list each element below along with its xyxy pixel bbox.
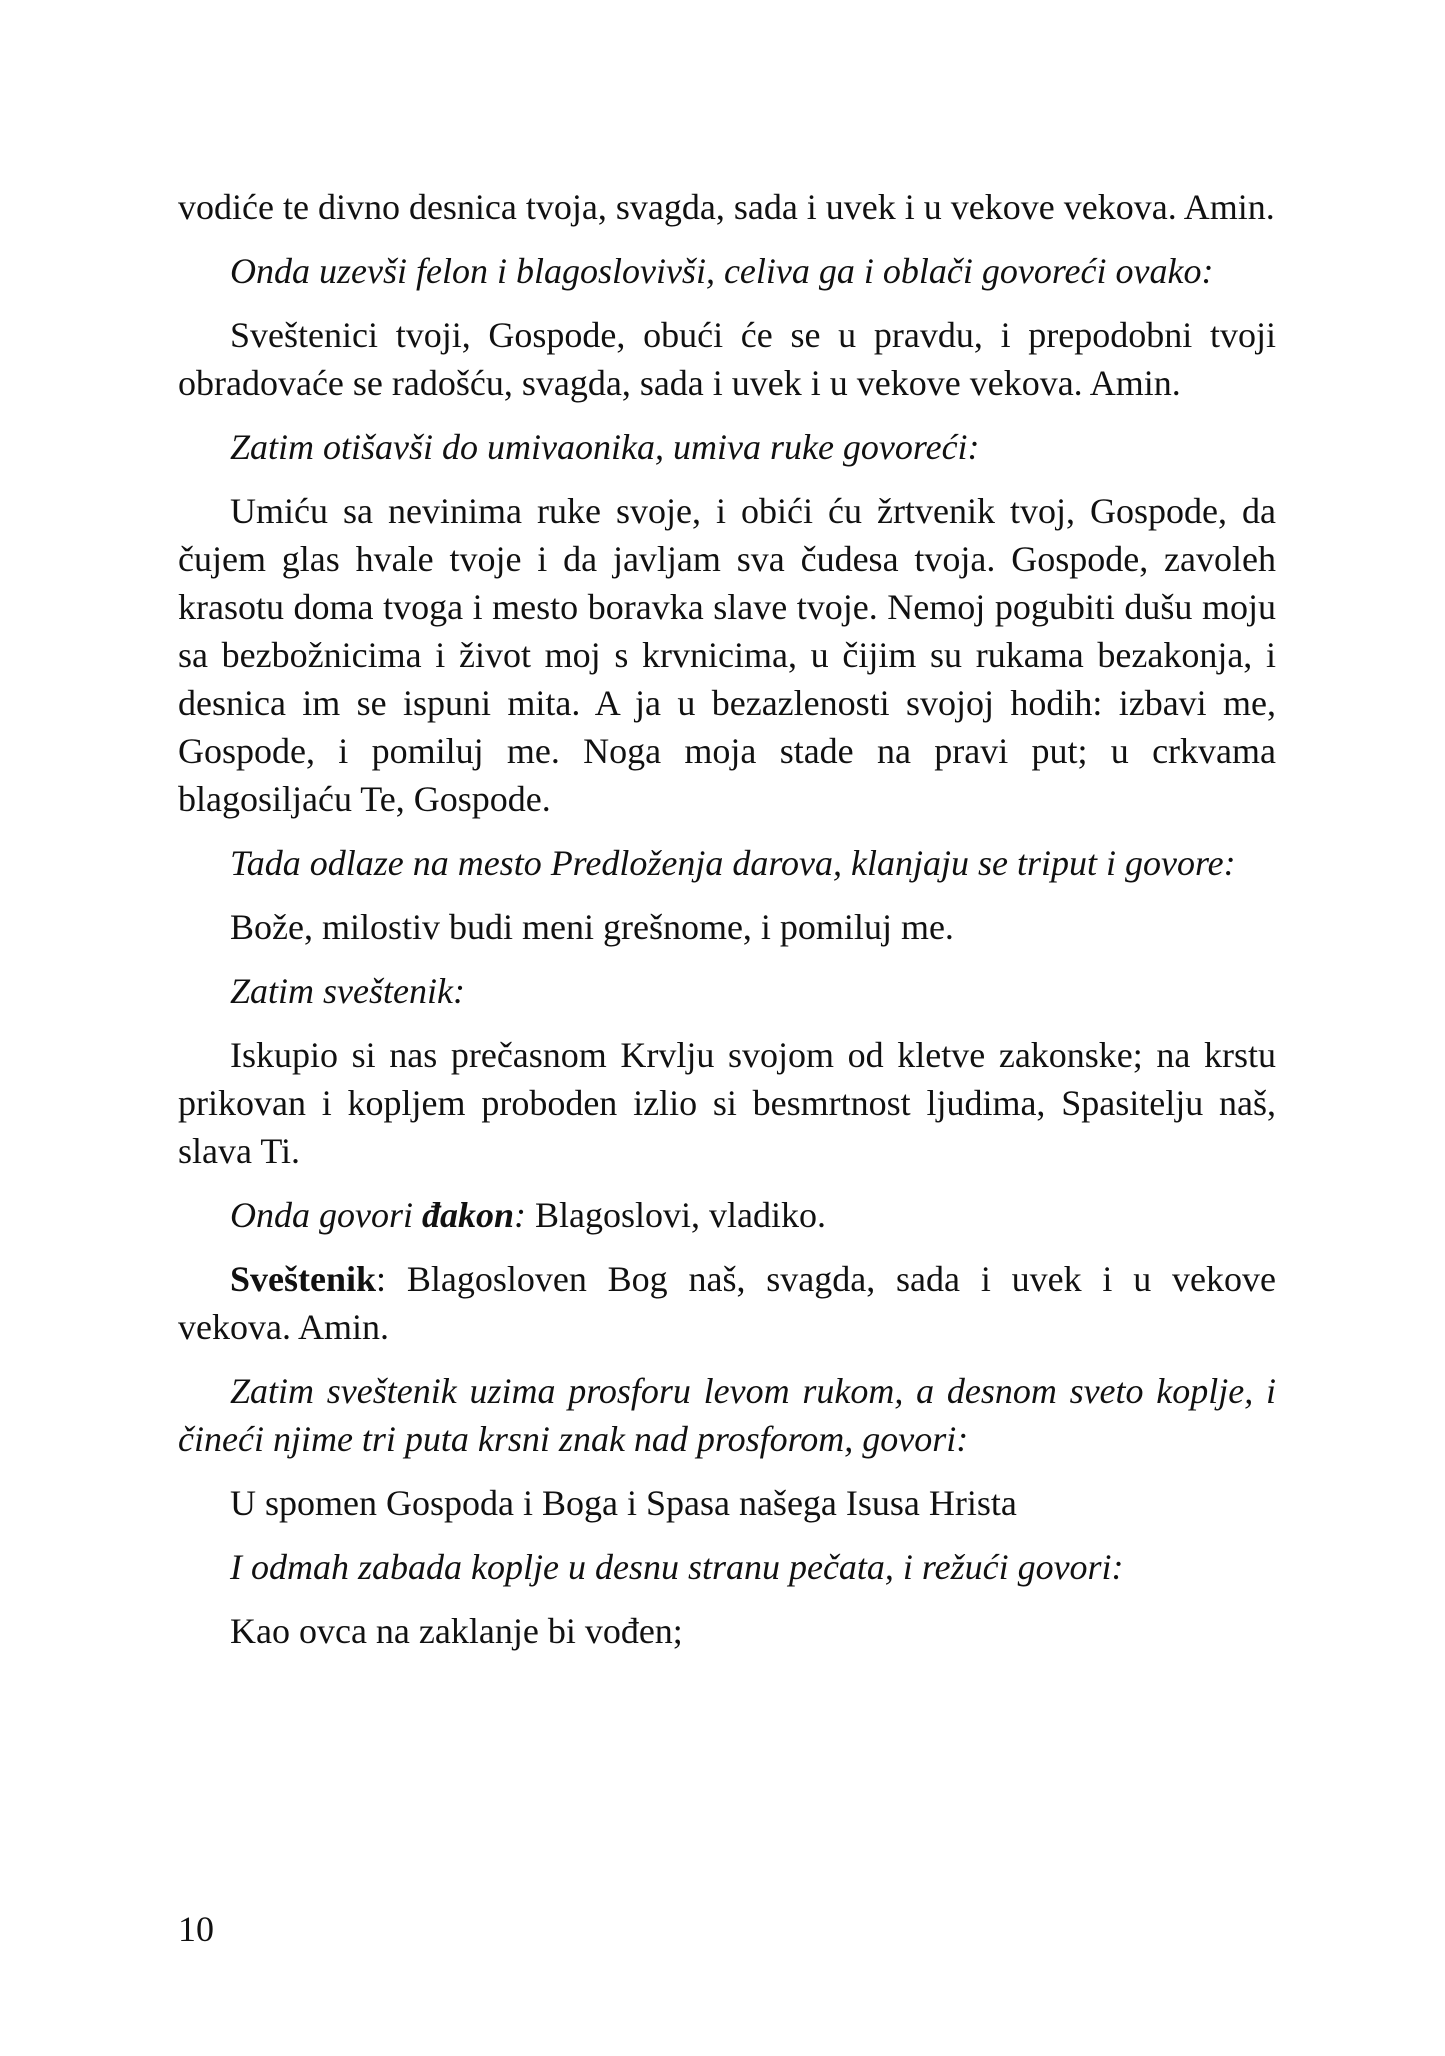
rubric-prosfora: Zatim sveštenik uzima prosforu levom rukom, a desnom sveto koplje, i čineći njime tri puta krsni znak nad prosforom, govori: <box>178 1371 1276 1459</box>
rubric-predlozenje: Tada odlaze na mesto Predloženja darova, klanjaju se triput i govore: <box>230 843 1236 883</box>
rubric-umivaonik: Zatim otišavši do umivaonika, umiva ruke govoreći: <box>230 427 980 467</box>
speaker-djakon: đakon <box>422 1195 515 1235</box>
paragraph-1: vodiće te divno desnica tvoja, svagda, sada i uvek i u vekove vekova. Amin. <box>178 187 1275 227</box>
speaker-svestenik: Sveštenik <box>230 1259 377 1299</box>
line-svestenik <box>178 1255 1276 1351</box>
line-djakon <box>178 1191 1276 1239</box>
svestenik-text: : Blagosloven Bog naš, svagda, sada i uvek i u vekove vekova. Amin. <box>178 1259 1276 1347</box>
prayer-umicu: Umiću sa nevinima ruke svoje, i obići ću žrtvenik tvoj, Gospode, da čujem glas hvale tvoje i da javljam sva čudesa tvoja. Gospode, zavoleh krasotu doma tvoga i mesto boravka slave tvoje. Nemoj pogubiti dušu moju sa bezbožnicima i život moj s krvnicima, u čijim su rukama bezakonja, i desnica im se ispuni mita. A ja u bezazlenosti svojoj hodih: izbavi me, Gospode, i pomiluj me. Noga moja stade na pravi put; u crkvama blagosiljaću Te, Gospode. <box>178 491 1276 819</box>
djakon-text: Blagoslovi, vladiko. <box>526 1195 827 1235</box>
page-body <box>178 183 1276 1655</box>
colon: : <box>514 1195 527 1235</box>
prayer-u-spomen: U spomen Gospoda i Boga i Spasa našega Isusa Hrista <box>230 1483 1017 1523</box>
rubric-koplje: I odmah zabada koplje u desnu stranu pečata, i režući govori: <box>230 1547 1124 1587</box>
rubric-felon: Onda uzevši felon i blagoslovivši, celiva ga i oblači govoreći ovako: <box>230 251 1214 291</box>
prayer-svestenici: Sveštenici tvoji, Gospode, obući će se u pravdu, i prepodobni tvoji obradovaće se radošću, svagda, sada i uvek i u vekove vekova. Amin. <box>178 315 1276 403</box>
prayer-iskupio: Iskupio si nas prečasnom Krvlju svojom od kletve zakonske; na krstu prikovan i kopljem proboden izlio si besmrtnost ljudima, Spasitelju naš, slava Ti. <box>178 1035 1276 1171</box>
rubric-onda-govori: Onda govori <box>230 1195 422 1235</box>
rubric-zatim-svestenik: Zatim sveštenik: <box>230 971 465 1011</box>
prayer-kao-ovca: Kao ovca na zaklanje bi vođen; <box>230 1611 683 1651</box>
page-number: 10 <box>178 1909 214 1949</box>
prayer-boze: Bože, milostiv budi meni grešnome, i pomiluj me. <box>230 907 954 947</box>
